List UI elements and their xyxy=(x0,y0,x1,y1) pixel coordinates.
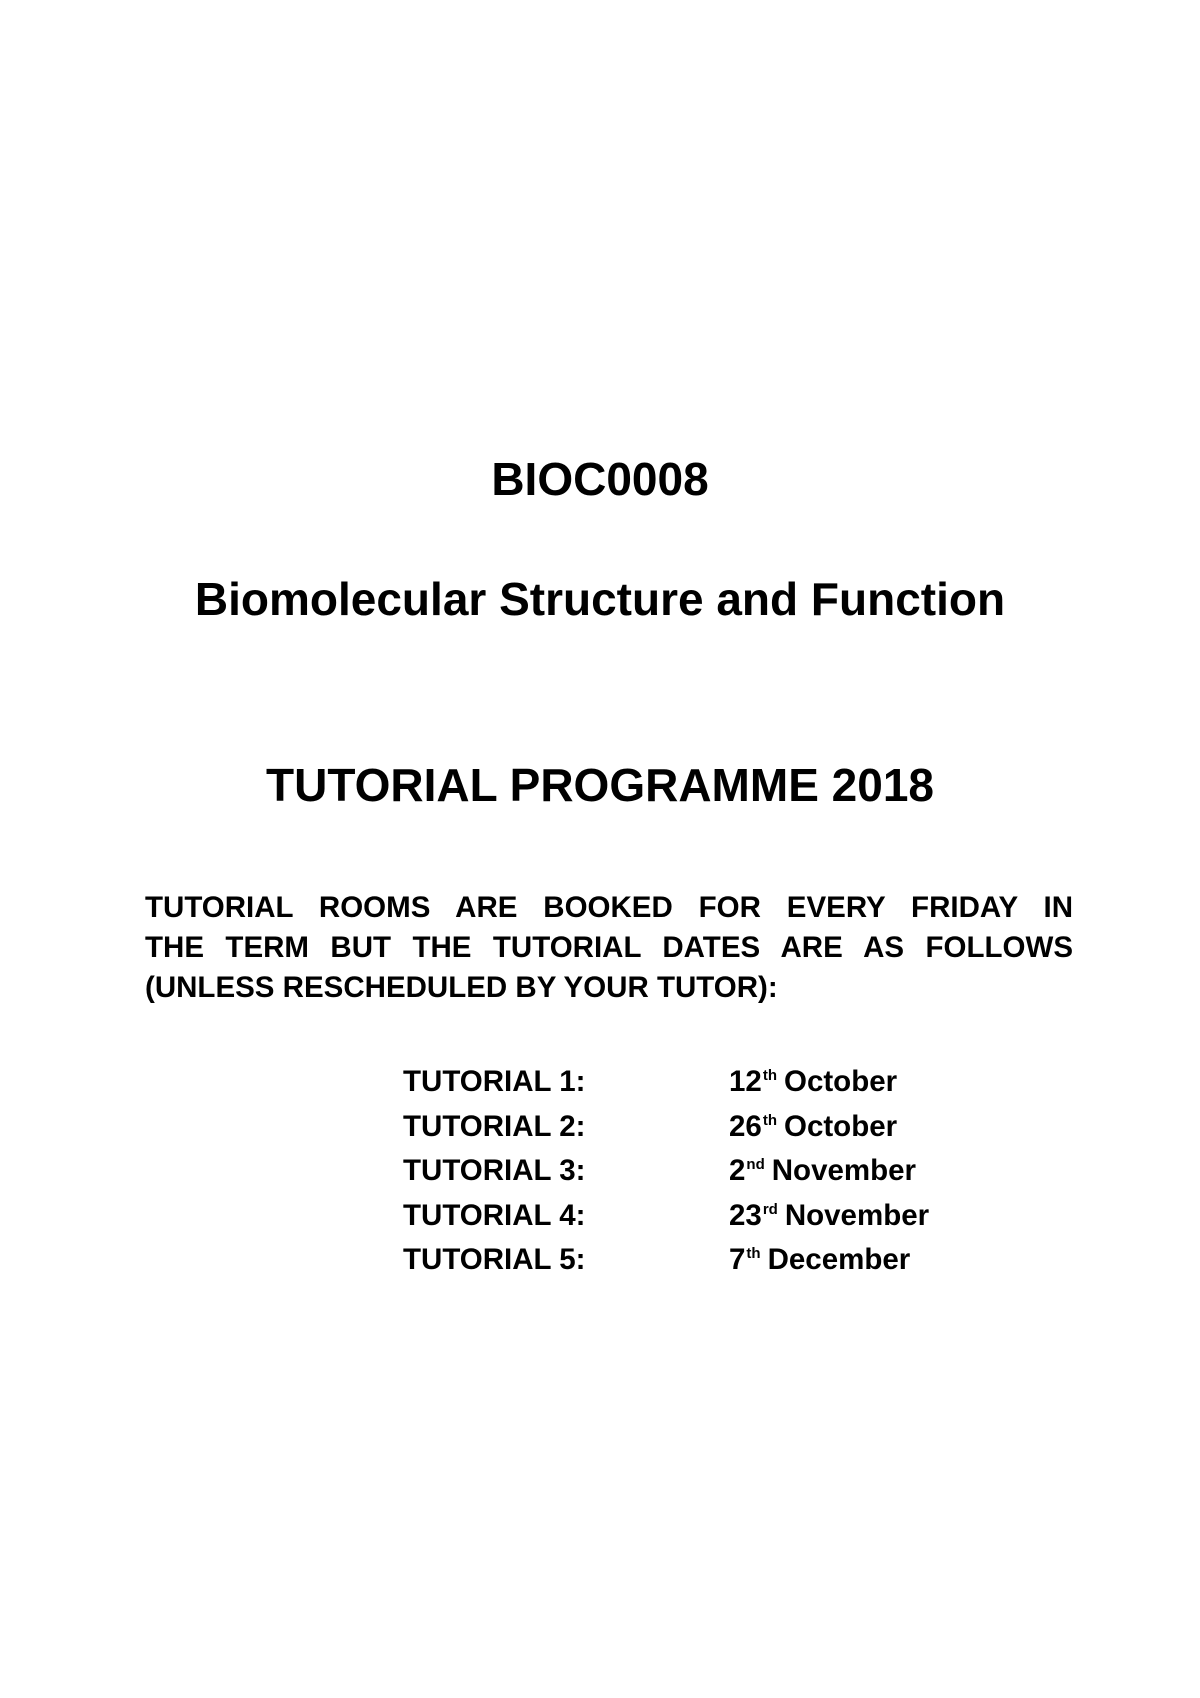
tutorial-month: December xyxy=(767,1243,911,1276)
tutorial-day: 26 xyxy=(729,1109,762,1143)
tutorial-day-suffix: th xyxy=(762,1111,777,1129)
tutorial-month: October xyxy=(784,1065,898,1098)
tutorial-label: TUTORIAL 3: xyxy=(403,1154,586,1187)
tutorial-date xyxy=(729,1060,897,1105)
tutorial-label: TUTORIAL 2: xyxy=(403,1109,586,1143)
tutorial-day-suffix: nd xyxy=(746,1156,765,1173)
notice-line: (UNLESS RESCHEDULED BY YOUR TUTOR): xyxy=(145,971,778,1004)
tutorial-row xyxy=(403,1149,929,1194)
tutorial-day: 12 xyxy=(729,1065,762,1098)
tutorial-row xyxy=(403,1194,929,1239)
notice-line: TUTORIAL ROOMS ARE BOOKED FOR EVERY FRIDAY IN xyxy=(145,891,1073,924)
course-code: BIOC0008 xyxy=(491,453,709,505)
tutorial-day-suffix: rd xyxy=(762,1200,778,1218)
tutorial-label: TUTORIAL 4: xyxy=(403,1198,586,1232)
tutorial-notice xyxy=(145,888,1073,1008)
tutorial-month: November xyxy=(771,1154,917,1187)
tutorial-row xyxy=(403,1105,929,1150)
tutorial-row xyxy=(403,1060,929,1105)
tutorial-row xyxy=(403,1238,929,1283)
tutorial-day-suffix: th xyxy=(746,1245,761,1262)
tutorial-date xyxy=(729,1238,910,1283)
tutorial-day: 23 xyxy=(729,1198,762,1232)
programme-title: TUTORIAL PROGRAMME 2018 xyxy=(266,759,934,811)
course-title: Biomolecular Structure and Function xyxy=(194,573,1006,625)
tutorial-date xyxy=(729,1149,916,1194)
tutorial-label: TUTORIAL 5: xyxy=(403,1243,586,1276)
tutorial-month: November xyxy=(784,1198,930,1232)
tutorial-date xyxy=(729,1194,929,1239)
tutorial-day: 2 xyxy=(729,1154,746,1187)
tutorial-month: October xyxy=(784,1109,898,1143)
tutorial-schedule xyxy=(403,1060,929,1283)
tutorial-date xyxy=(729,1105,897,1150)
tutorial-day-suffix: th xyxy=(762,1067,777,1084)
tutorial-label: TUTORIAL 1: xyxy=(403,1065,586,1098)
tutorial-day: 7 xyxy=(729,1243,746,1276)
notice-line: THE TERM BUT THE TUTORIAL DATES ARE AS FOLLOWS xyxy=(145,931,1073,964)
